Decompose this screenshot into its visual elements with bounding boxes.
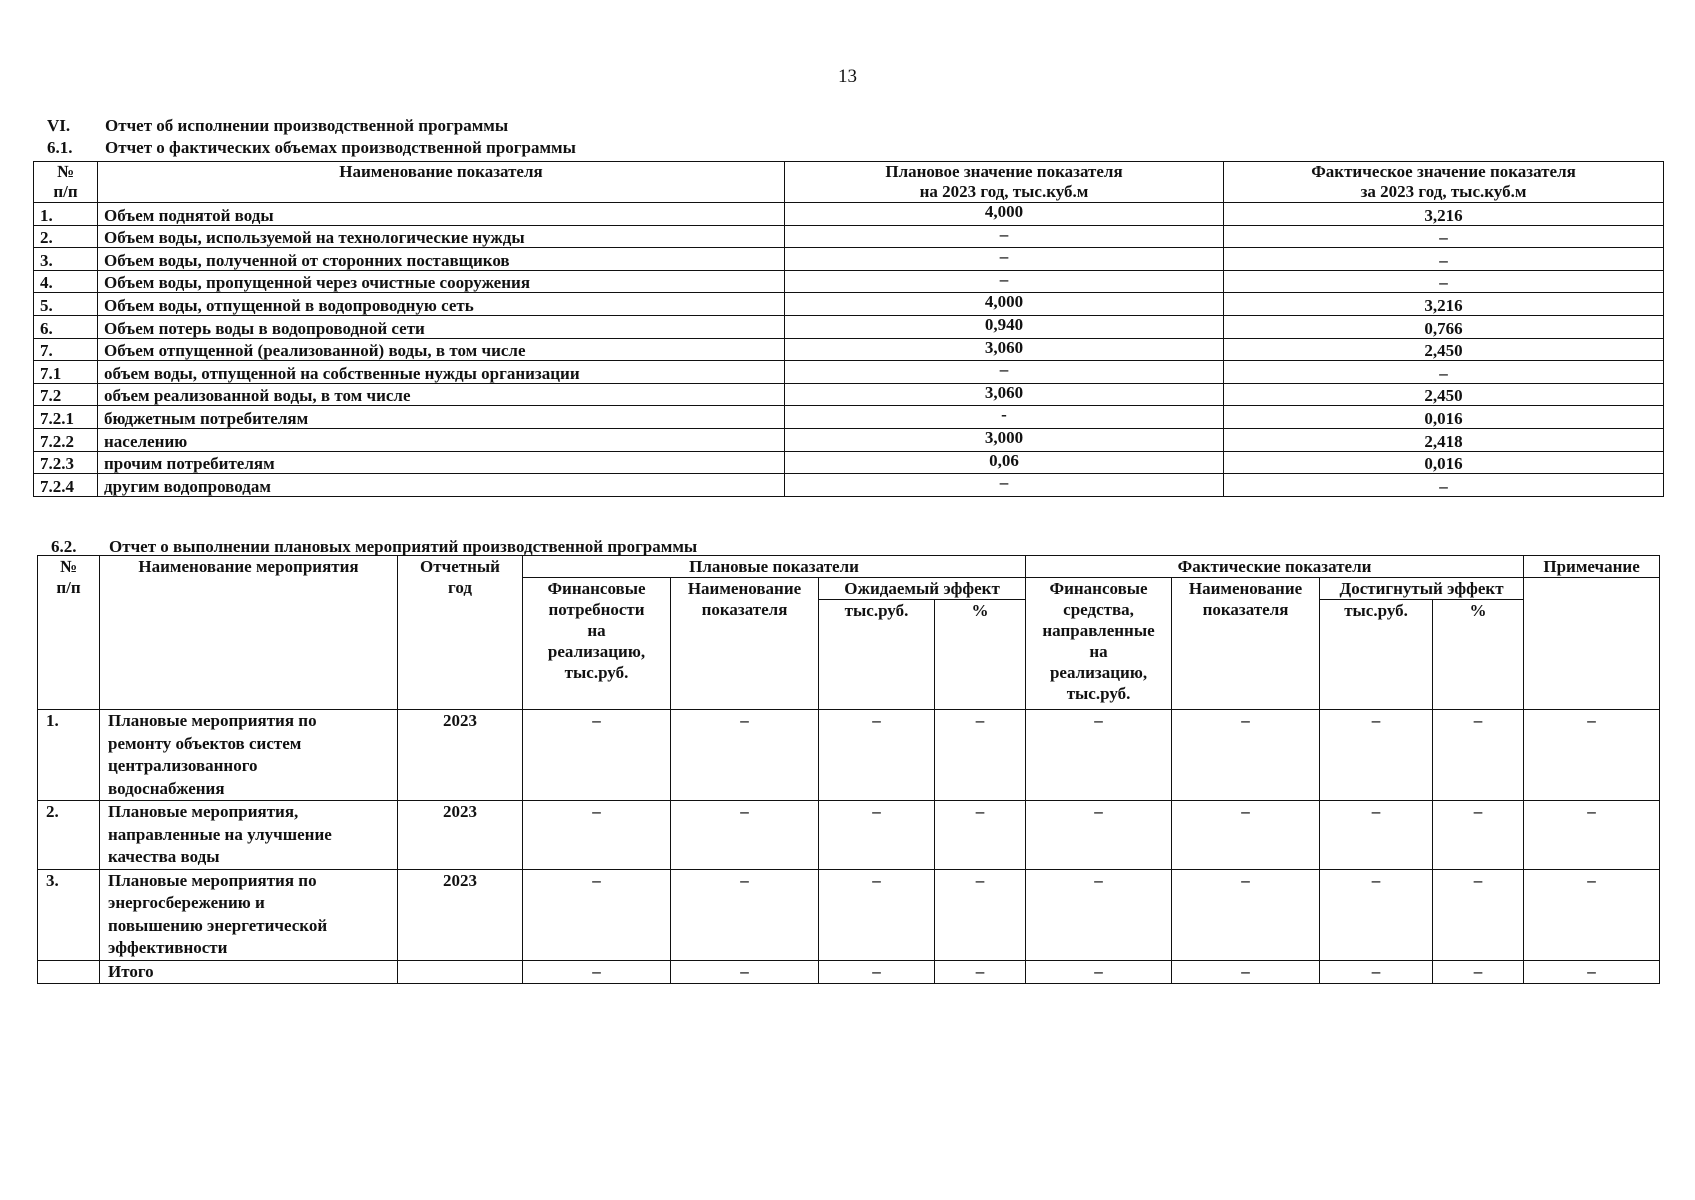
total-cell: – (523, 960, 671, 984)
table-row (34, 270, 1664, 293)
row-cell: – (1320, 869, 1433, 960)
row-number: 7.2.4 (34, 474, 98, 497)
row-name: Объем поднятой воды (98, 203, 785, 226)
header-line: Финансовые (1049, 579, 1148, 598)
row-cell: – (523, 710, 671, 801)
row-plan-value: 4,000 (785, 203, 1224, 226)
header-year-line2: год (448, 578, 472, 597)
header-line: показателя (1202, 600, 1289, 619)
header-fact-line2: за 2023 год, тыс.куб.м (1360, 182, 1527, 201)
row-fact-value: 2,450 (1224, 338, 1664, 361)
total-cell: – (1320, 960, 1433, 984)
row-cell: – (523, 801, 671, 870)
header-line: на (587, 621, 606, 640)
subsection-title: Отчет о фактических объемах производственной программы (105, 138, 576, 157)
table-row (34, 451, 1664, 474)
header-plan-pct: % (935, 600, 1026, 710)
subsection-heading-6-1 (47, 138, 576, 158)
table-row (34, 428, 1664, 451)
row-cell: – (671, 869, 819, 960)
row-year: 2023 (398, 710, 523, 801)
row-cell: – (671, 710, 819, 801)
row-cell: – (1172, 801, 1320, 870)
header-line: потребности (548, 600, 645, 619)
header-fact (1224, 162, 1664, 203)
row-cell: – (1433, 710, 1524, 801)
planned-measures-table (37, 555, 1660, 984)
header-fact-pct: % (1433, 600, 1524, 710)
row-number: 1. (38, 710, 100, 801)
row-fact-value: 3,216 (1224, 293, 1664, 316)
row-cell: – (1524, 869, 1660, 960)
row-name-line: водоснабжения (108, 778, 225, 798)
row-name: другим водопроводам (98, 474, 785, 497)
row-name: населению (98, 428, 785, 451)
row-year: 2023 (398, 869, 523, 960)
total-cell: – (1524, 960, 1660, 984)
header-fact-line1: Фактическое значение показателя (1311, 162, 1576, 181)
row-plan-value: 3,060 (785, 338, 1224, 361)
row-number: 6. (34, 315, 98, 338)
row-number: 7. (34, 338, 98, 361)
row-number: 7.2.1 (34, 406, 98, 429)
row-fact-value: – (1224, 225, 1664, 248)
row-number: 7.2.3 (34, 451, 98, 474)
header-name: Наименование показателя (98, 162, 785, 203)
header-line: на (1089, 642, 1108, 661)
table-header-row (38, 556, 1660, 578)
row-number: 2. (38, 801, 100, 870)
row-plan-value: - (785, 406, 1224, 429)
production-volumes-table (33, 161, 1664, 497)
header-year-line1: Отчетный (420, 557, 500, 576)
row-cell: – (523, 869, 671, 960)
row-cell: – (1433, 801, 1524, 870)
table-row (34, 361, 1664, 384)
table-row (38, 710, 1660, 801)
header-line: Наименование (687, 579, 802, 598)
table-row (34, 315, 1664, 338)
row-plan-value: – (785, 474, 1224, 497)
table-row (34, 338, 1664, 361)
header-fact-group: Фактические показатели (1026, 556, 1524, 578)
row-name-line: эффективности (108, 938, 228, 957)
header-plan-effect: Ожидаемый эффект (819, 578, 1026, 600)
header-num-line2: п/п (56, 578, 81, 597)
header-plan-line2: на 2023 год, тыс.куб.м (919, 182, 1089, 201)
row-name: бюджетным потребителям (98, 406, 785, 429)
row-name (100, 869, 398, 960)
row-fact-value: 3,216 (1224, 203, 1664, 226)
row-fact-value: 2,450 (1224, 383, 1664, 406)
table-row (38, 869, 1660, 960)
row-cell: – (1172, 869, 1320, 960)
total-cell: – (1026, 960, 1172, 984)
row-cell: – (819, 801, 935, 870)
row-number: 7.2.2 (34, 428, 98, 451)
row-name: Объем воды, используемой на технологические нужды (98, 225, 785, 248)
header-line: реализацию, (547, 642, 646, 661)
header-fact-effect: Достигнутый эффект (1320, 578, 1524, 600)
row-name-line: централизованного (108, 756, 258, 775)
header-line: реализацию, (1049, 663, 1148, 682)
header-note-empty (1524, 578, 1660, 710)
row-plan-value: – (785, 248, 1224, 271)
row-name-line: качества воды (108, 847, 220, 866)
header-plan-fin (523, 578, 671, 710)
row-cell: – (1026, 801, 1172, 870)
table-row (34, 293, 1664, 316)
header-name: Наименование мероприятия (100, 556, 398, 710)
header-fact-fin (1026, 578, 1172, 710)
subsection-title: Отчет о выполнении плановых мероприятий производственной программы (109, 537, 698, 556)
row-cell: – (1026, 710, 1172, 801)
row-cell: – (1026, 869, 1172, 960)
row-name: прочим потребителям (98, 451, 785, 474)
row-fact-value: 0,016 (1224, 406, 1664, 429)
row-name-line: Плановые мероприятия, (108, 802, 299, 821)
row-number: 5. (34, 293, 98, 316)
row-year: 2023 (398, 801, 523, 870)
header-note: Примечание (1524, 556, 1660, 578)
row-number: 3. (38, 869, 100, 960)
table-row (34, 225, 1664, 248)
row-fact-value: – (1224, 248, 1664, 271)
row-cell: – (1524, 801, 1660, 870)
row-name: Объем воды, отпущенной в водопроводную сеть (98, 293, 785, 316)
row-name: Объем отпущенной (реализованной) воды, в том числе (98, 338, 785, 361)
header-num-line1: № (56, 162, 75, 181)
row-name (100, 801, 398, 870)
row-fact-value: – (1224, 270, 1664, 293)
table-row (34, 248, 1664, 271)
row-plan-value: – (785, 270, 1224, 293)
subsection-number: 6.2. (51, 537, 77, 556)
header-year (398, 556, 523, 710)
header-num-line1: № (59, 557, 78, 576)
row-name: Объем потерь воды в водопроводной сети (98, 315, 785, 338)
row-number: 7.1 (34, 361, 98, 384)
row-plan-value: – (785, 361, 1224, 384)
row-name: объем реализованной воды, в том числе (98, 383, 785, 406)
row-name-line: повышению энергетической (108, 915, 328, 935)
row-cell: – (1320, 710, 1433, 801)
row-number: 7.2 (34, 383, 98, 406)
row-cell: – (935, 710, 1026, 801)
header-fact-indicator (1172, 578, 1320, 710)
row-plan-value: 0,940 (785, 315, 1224, 338)
header-plan-line1: Плановое значение показателя (885, 162, 1123, 181)
total-year-empty (398, 960, 523, 984)
table-header-row (34, 162, 1664, 203)
subsection-heading-6-2 (51, 537, 697, 557)
header-plan (785, 162, 1224, 203)
section-heading (47, 116, 508, 136)
row-fact-value: – (1224, 474, 1664, 497)
header-line: направленные (1042, 621, 1155, 640)
header-line: Финансовые (547, 579, 646, 598)
row-fact-value: 0,766 (1224, 315, 1664, 338)
row-plan-value: 3,060 (785, 383, 1224, 406)
header-fact-rub: тыс.руб. (1320, 600, 1433, 710)
row-cell: – (1433, 869, 1524, 960)
total-cell: – (935, 960, 1026, 984)
row-cell: – (819, 869, 935, 960)
row-cell: – (1524, 710, 1660, 801)
row-name-line: ремонту объектов систем (108, 733, 302, 753)
row-number: 1. (34, 203, 98, 226)
row-fact-value: 0,016 (1224, 451, 1664, 474)
row-plan-value: 3,000 (785, 428, 1224, 451)
section-title: Отчет об исполнении производственной программы (105, 116, 509, 135)
row-cell: – (1172, 710, 1320, 801)
row-name (100, 710, 398, 801)
total-cell: – (819, 960, 935, 984)
row-name: Объем воды, полученной от сторонних поставщиков (98, 248, 785, 271)
page-number: 13 (838, 66, 857, 87)
header-plan-indicator (671, 578, 819, 710)
row-name-line: энергосбережению и (108, 893, 265, 912)
header-line: тыс.руб. (1066, 684, 1131, 703)
table-row (34, 383, 1664, 406)
header-line: показателя (701, 600, 788, 619)
section-number: VI. (47, 116, 71, 135)
total-label: Итого (100, 960, 398, 984)
row-plan-value: 0,06 (785, 451, 1224, 474)
total-row (38, 960, 1660, 984)
table-row (38, 801, 1660, 870)
row-number: 4. (34, 270, 98, 293)
row-name: объем воды, отпущенной на собственные нужды организации (98, 361, 785, 384)
total-cell: – (1172, 960, 1320, 984)
row-cell: – (1320, 801, 1433, 870)
row-fact-value: 2,418 (1224, 428, 1664, 451)
table-row (34, 406, 1664, 429)
table-row (34, 203, 1664, 226)
header-num-line2: п/п (53, 182, 78, 201)
row-fact-value: – (1224, 361, 1664, 384)
row-cell: – (935, 869, 1026, 960)
total-cell: – (671, 960, 819, 984)
total-cell: – (1433, 960, 1524, 984)
row-number: 3. (34, 248, 98, 271)
row-cell: – (671, 801, 819, 870)
row-cell: – (935, 801, 1026, 870)
row-plan-value: – (785, 225, 1224, 248)
header-line: средства, (1063, 600, 1134, 619)
header-line: тыс.руб. (564, 663, 629, 682)
total-empty (38, 960, 100, 984)
row-name: Объем воды, пропущенной через очистные сооружения (98, 270, 785, 293)
row-plan-value: 4,000 (785, 293, 1224, 316)
header-line: Наименование (1188, 579, 1303, 598)
header-plan-rub: тыс.руб. (819, 600, 935, 710)
subsection-number: 6.1. (47, 138, 73, 157)
row-name-line: Плановые мероприятия по (108, 870, 317, 890)
row-cell: – (819, 710, 935, 801)
table-row (34, 474, 1664, 497)
row-number: 2. (34, 225, 98, 248)
row-name-line: направленные на улучшение (108, 824, 332, 844)
header-plan-group: Плановые показатели (523, 556, 1026, 578)
header-num (34, 162, 98, 203)
header-num (38, 556, 100, 710)
row-name-line: Плановые мероприятия по (108, 711, 317, 730)
